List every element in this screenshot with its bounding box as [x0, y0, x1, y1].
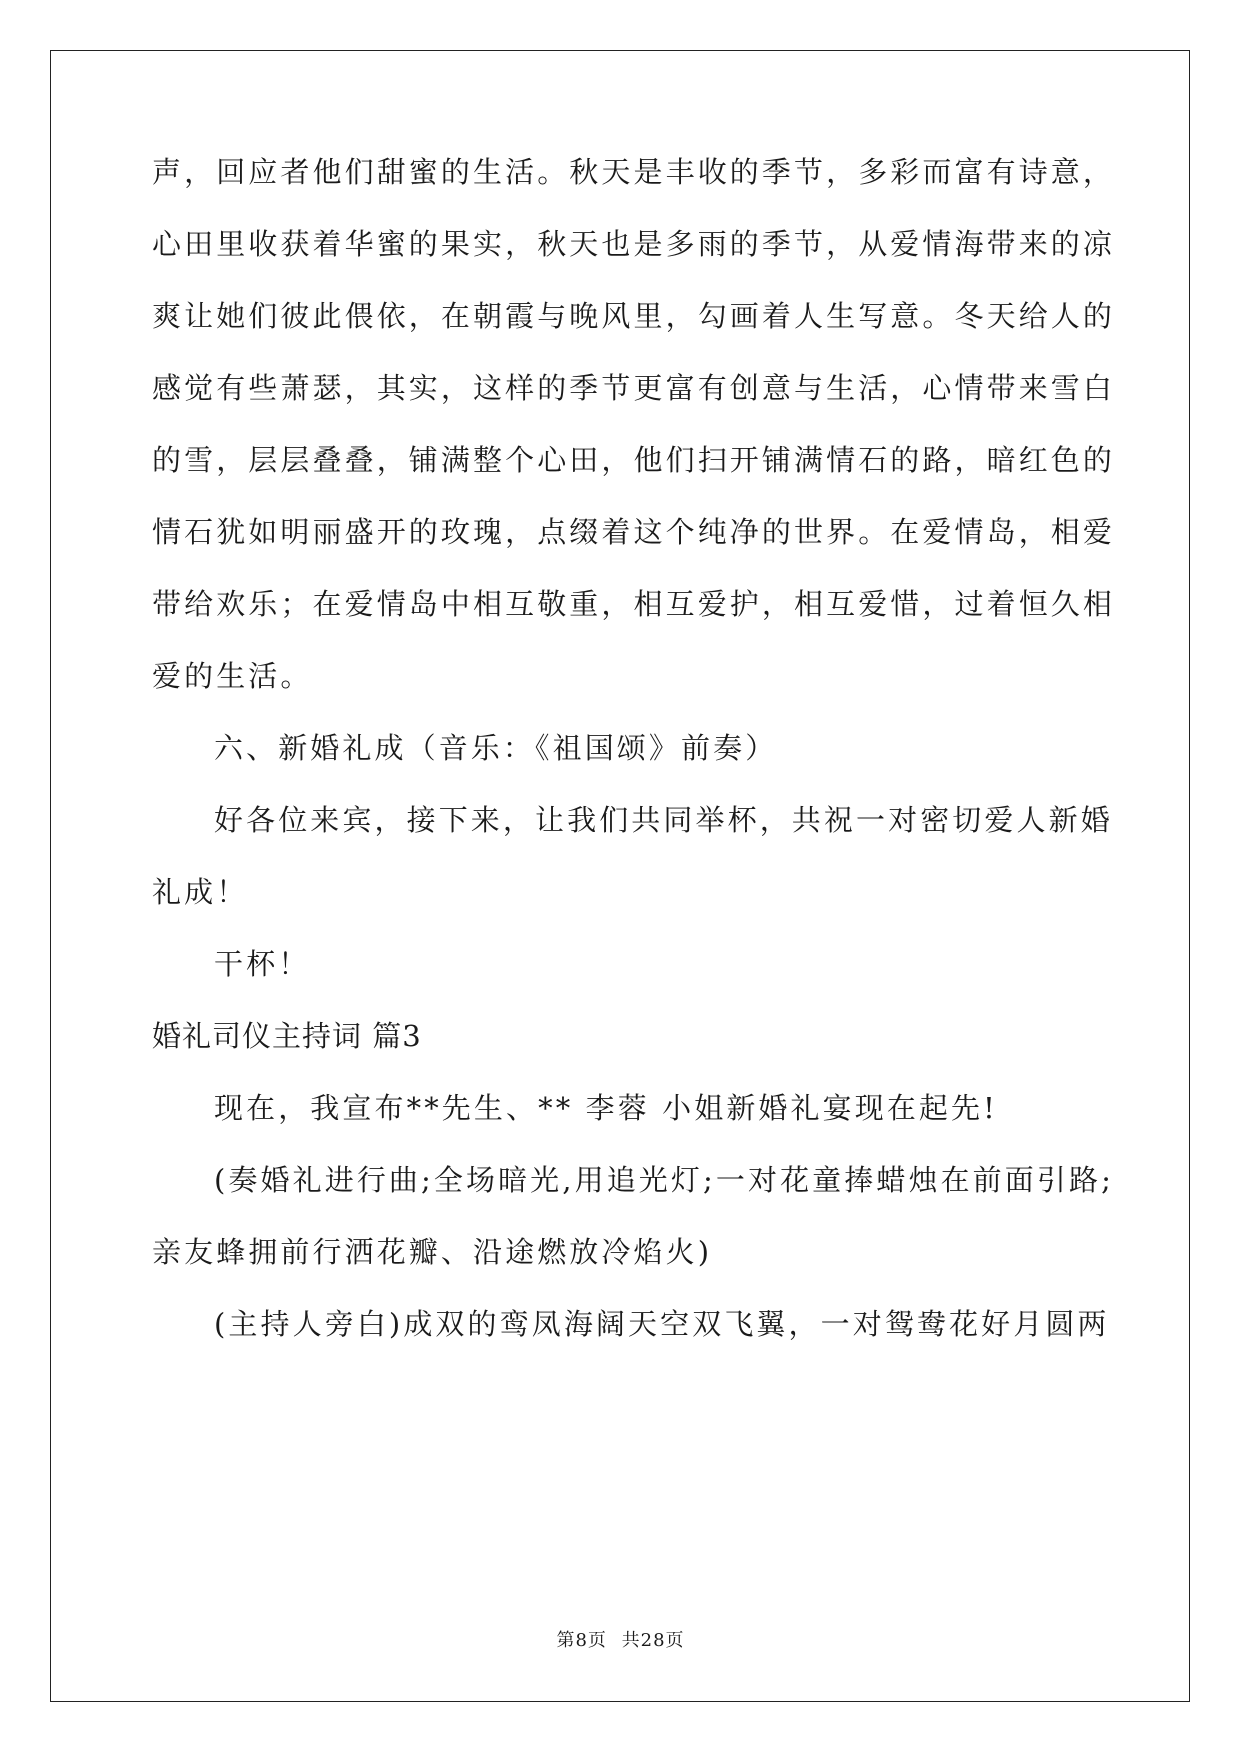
body-text-line: 带给欢乐；在爱情岛中相互敬重，相互爱护，相互爱惜，过着恒久相: [152, 587, 1116, 621]
body-text-line: 爱的生活。: [152, 659, 313, 693]
body-text-line: 感觉有些萧瑟，其实，这样的季节更富有创意与生活，心情带来雪白: [152, 371, 1116, 405]
body-text-line: (主持人旁白)成双的鸾凤海阔天空双飞翼，一对鸳鸯花好月圆两: [214, 1307, 1110, 1341]
body-text-line: 亲友蜂拥前行洒花瓣、沿途燃放冷焰火): [152, 1235, 713, 1269]
body-text-line: 心田里收获着华蜜的果实，秋天也是多雨的季节，从爱情海带来的凉: [152, 227, 1116, 261]
page-total: 共28页: [621, 1630, 685, 1651]
body-text-line: 干杯！: [214, 947, 311, 981]
body-text-line: 好各位来宾，接下来，让我们共同举杯，共祝一对密切爱人新婚: [214, 803, 1113, 837]
body-text-line: 爽让她们彼此偎依，在朝霞与晚风里，勾画着人生写意。冬天给人的: [152, 299, 1116, 333]
body-text-line: 情石犹如明丽盛开的玫瑰，点缀着这个纯净的世界。在爱情岛，相爱: [152, 515, 1116, 549]
chapter-title: 婚礼司仪主持词 篇3: [152, 1019, 422, 1053]
body-text-line: 礼成！: [152, 875, 249, 909]
section-heading: 六、新婚礼成（音乐：《祖国颂》前奏）: [214, 731, 778, 765]
page-number: 第8页: [556, 1630, 607, 1651]
page-footer: [0, 1626, 1241, 1652]
body-text-line: 的雪，层层叠叠，铺满整个心田，他们扫开铺满情石的路，暗红色的: [152, 443, 1116, 477]
body-text-line: (奏婚礼进行曲;全场暗光,用追光灯;一对花童捧蜡烛在前面引路;: [214, 1163, 1114, 1197]
body-text-line: 现在，我宣布**先生、** 李蓉 小姐新婚礼宴现在起先!: [214, 1091, 998, 1125]
body-text-line: 声，回应者他们甜蜜的生活。秋天是丰收的季节，多彩而富有诗意，: [152, 155, 1116, 189]
